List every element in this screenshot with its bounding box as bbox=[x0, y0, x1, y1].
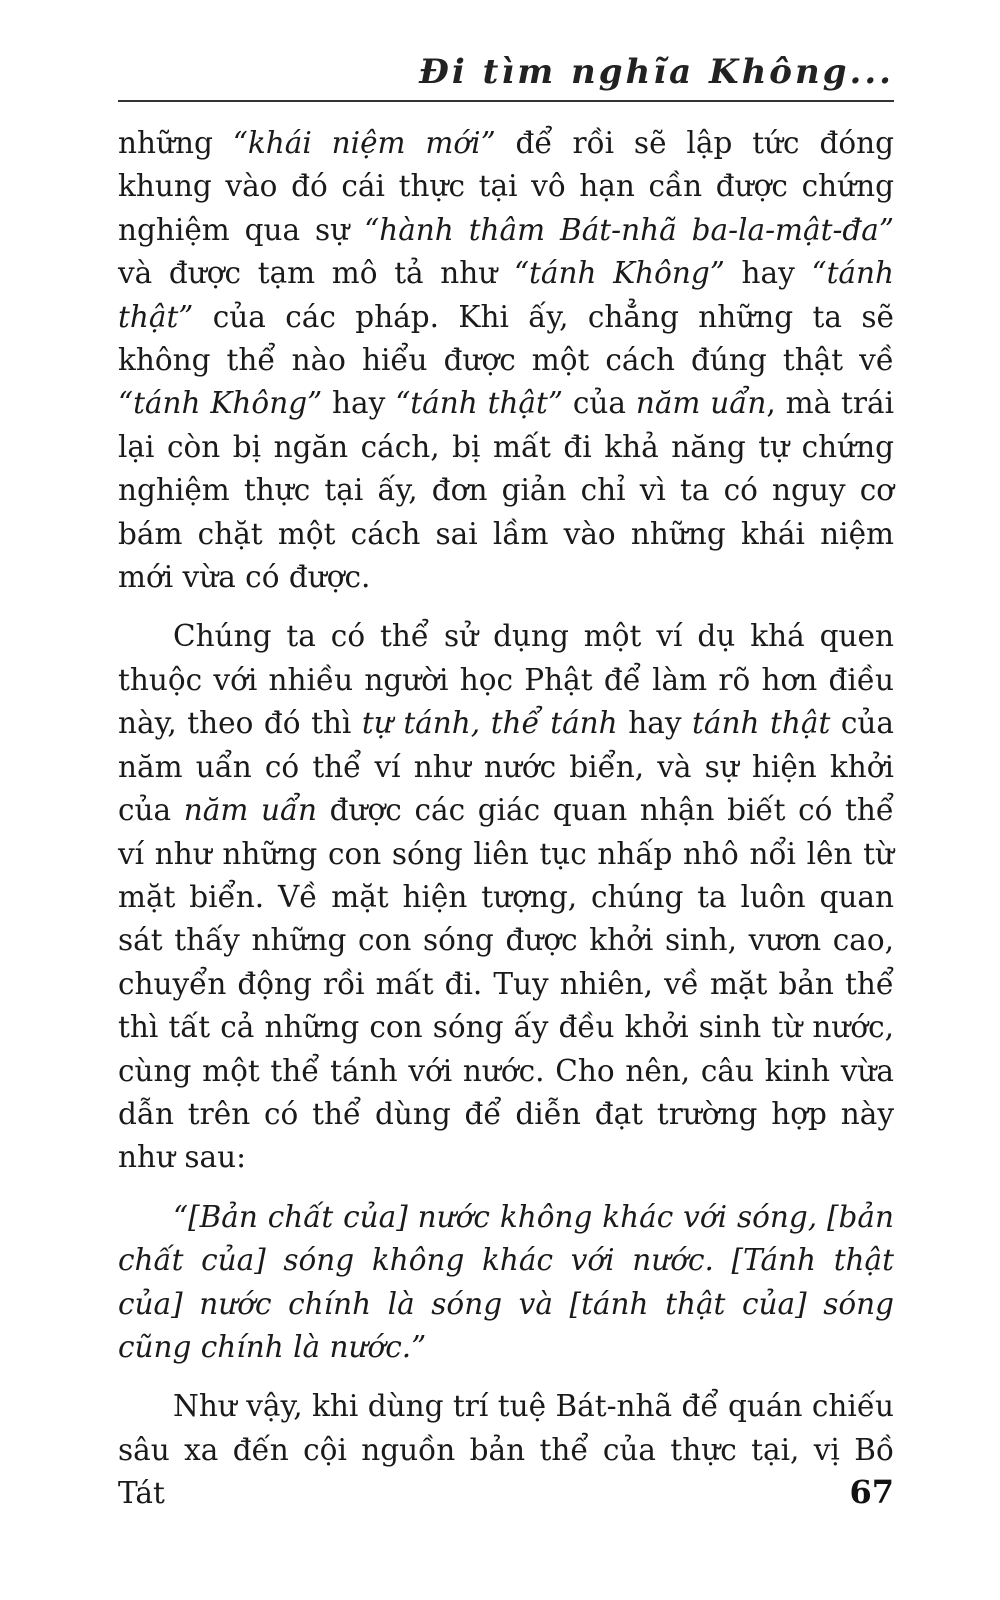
text-run: của các pháp. Khi ấy, chẳng những ta sẽ không thể nào hiểu được một cách đúng thật về bbox=[118, 299, 894, 378]
running-header-title: Đi tìm nghĩa Không... bbox=[419, 52, 894, 92]
italic-text-run: năm uẩn bbox=[635, 386, 767, 421]
text-run: của năm uẩn có thể ví như nước biển, và sự hiện khởi của bbox=[118, 706, 895, 828]
text-run: hay bbox=[724, 256, 812, 291]
text-run: được các giác quan nhận biết có thể ví như những con sóng liên tục nhấp nhô nổi lên từ mặt biển. Về mặt hiện tượng, chúng ta luôn quan sát thấy những con sóng được khởi sinh, vươn cao, chuyển động rồi mất đi. Tuy nhiên, về mặt bản thể thì tất cả những con sóng ấy đều khởi sinh từ nước, cùng một thể tánh với nước. Cho nên, câu kinh vừa dẫn trên có thể dùng để diễn đạt trường hợp này như sau: bbox=[118, 793, 894, 1175]
paragraph-conclusion bbox=[118, 1385, 894, 1515]
body-text bbox=[118, 122, 894, 1516]
italic-text-run: “tánh thật” bbox=[118, 256, 895, 334]
italic-text-run: “[Bản chất của] nước không khác với sóng, [bản chất của] sóng không khác với nước. [Tánh thật của] nước chính là sóng và [tánh thật của] sóng cũng chính là nước.” bbox=[118, 1199, 894, 1364]
paragraph-wave-analogy bbox=[118, 615, 894, 1179]
italic-text-run: “tánh Không” bbox=[513, 256, 725, 291]
text-run: hay bbox=[617, 706, 693, 741]
book-page bbox=[118, 0, 894, 1600]
italic-text-run: tánh thật bbox=[692, 706, 831, 741]
italic-text-run: “tánh thật” bbox=[395, 386, 563, 421]
text-run: và được tạm mô tả như bbox=[118, 256, 514, 291]
text-run: những bbox=[118, 126, 233, 160]
italic-text-run: tự tánh, thể tánh bbox=[361, 706, 618, 741]
text-run: , mà trái lại còn bị ngăn cách, bị mất đi khả năng tự chứng nghiệm thực tại ấy, đơn giản chỉ vì ta có nguy cơ bám chặt một cách sai lầm vào những khái niệm mới vừa có được. bbox=[118, 386, 895, 595]
text-run: Chúng ta có thể sử dụng một ví dụ khá quen thuộc với nhiều người học Phật để làm rõ hơn điều này, theo đó thì bbox=[118, 619, 894, 741]
header-divider bbox=[118, 100, 894, 102]
text-run: hay bbox=[322, 386, 396, 421]
quoted-sutra-passage bbox=[118, 1196, 894, 1370]
page-number: 67 bbox=[849, 1473, 894, 1511]
paragraph-continuation bbox=[118, 122, 894, 599]
italic-text-run: “tánh Không” bbox=[118, 386, 323, 421]
text-run: của bbox=[562, 386, 636, 421]
text-run: Như vậy, khi dùng trí tuệ Bát-nhã để quán chiếu sâu xa đến cội nguồn bản thể của thực tại, vị Bồ Tát bbox=[118, 1389, 894, 1511]
italic-text-run: “khái niệm mới” bbox=[232, 126, 496, 160]
text-run: để rồi sẽ lập tức đóng khung vào đó cái thực tại vô hạn cần được chứng nghiệm qua sự bbox=[118, 126, 894, 247]
italic-text-run: “hành thâm Bát-nhã ba-la-mật-đa” bbox=[364, 212, 894, 247]
italic-text-run: năm uẩn bbox=[183, 793, 318, 828]
